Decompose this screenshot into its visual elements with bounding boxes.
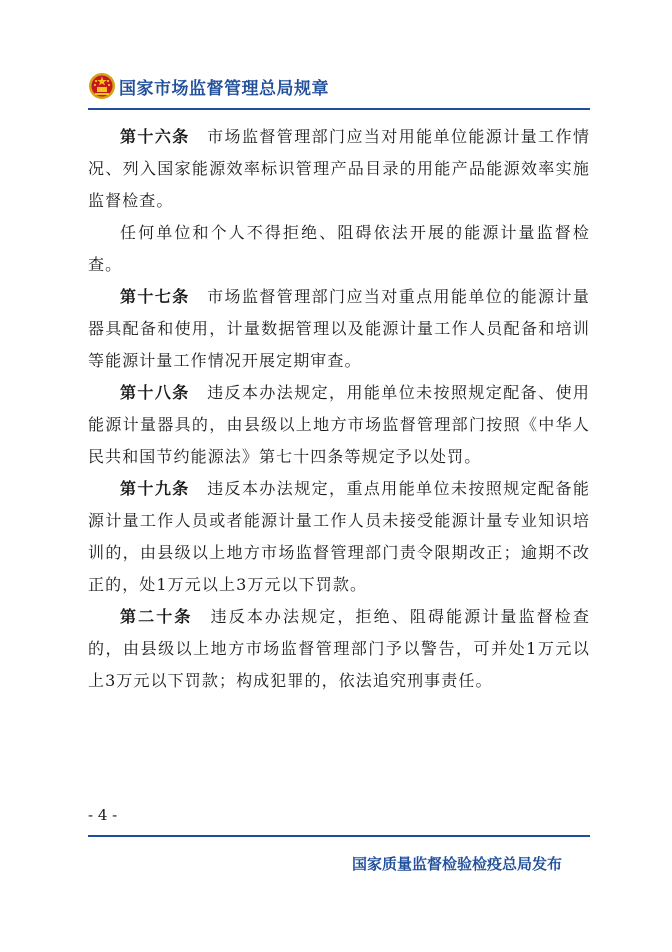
paragraph-article-19	[88, 473, 590, 601]
document-header	[88, 68, 590, 108]
article-heading: 第十九条	[120, 479, 190, 498]
paragraph-article-17	[88, 281, 590, 377]
article-text: 违反本办法规定，用能单位未按照规定配备、使用能源计量器具的，由县级以上地方市场监督管理部门按照《中华人民共和国节约能源法》第七十四条等规定予以处罚。	[88, 383, 590, 466]
page-number: - 4 -	[88, 806, 118, 824]
paragraph-article-18	[88, 377, 590, 473]
article-text: 任何单位和个人不得拒绝、阻碍依法开展的能源计量监督检查。	[88, 223, 590, 274]
article-text: 市场监督管理部门应当对重点用能单位的能源计量器具配备和使用，计量数据管理以及能源计量工作人员配备和培训等能源计量工作情况开展定期审查。	[88, 287, 590, 370]
article-heading: 第十七条	[120, 287, 190, 306]
footer-divider	[88, 835, 590, 837]
article-heading: 第十八条	[120, 383, 190, 402]
paragraph-article-16	[88, 121, 590, 217]
header-title: 国家市场监督管理总局规章	[119, 79, 329, 99]
article-text: 违反本办法规定，拒绝、阻碍能源计量监督检查的，由县级以上地方市场监督管理部门予以警告，可并处1万元以上3万元以下罚款；构成犯罪的，依法追究刑事责任。	[88, 607, 590, 690]
document-body	[88, 121, 590, 697]
footer-publisher: 国家质量监督检验检疫总局发布	[351, 855, 562, 873]
article-heading: 第十六条	[120, 127, 190, 146]
paragraph-article-20	[88, 601, 590, 697]
article-heading: 第二十条	[120, 607, 193, 626]
article-text: 违反本办法规定，重点用能单位未按照规定配备能源计量工作人员或者能源计量工作人员未接受能源计量专业知识培训的，由县级以上地方市场监督管理部门责令限期改正；逾期不改正的，处1万元以上3万元以下罚款。	[88, 479, 590, 594]
paragraph-article-16-2	[88, 217, 590, 281]
header-divider	[88, 108, 590, 110]
article-text: 市场监督管理部门应当对用能单位能源计量工作情况、列入国家能源效率标识管理产品目录的用能产品能源效率实施监督检查。	[88, 127, 590, 210]
national-emblem-icon	[88, 72, 116, 100]
